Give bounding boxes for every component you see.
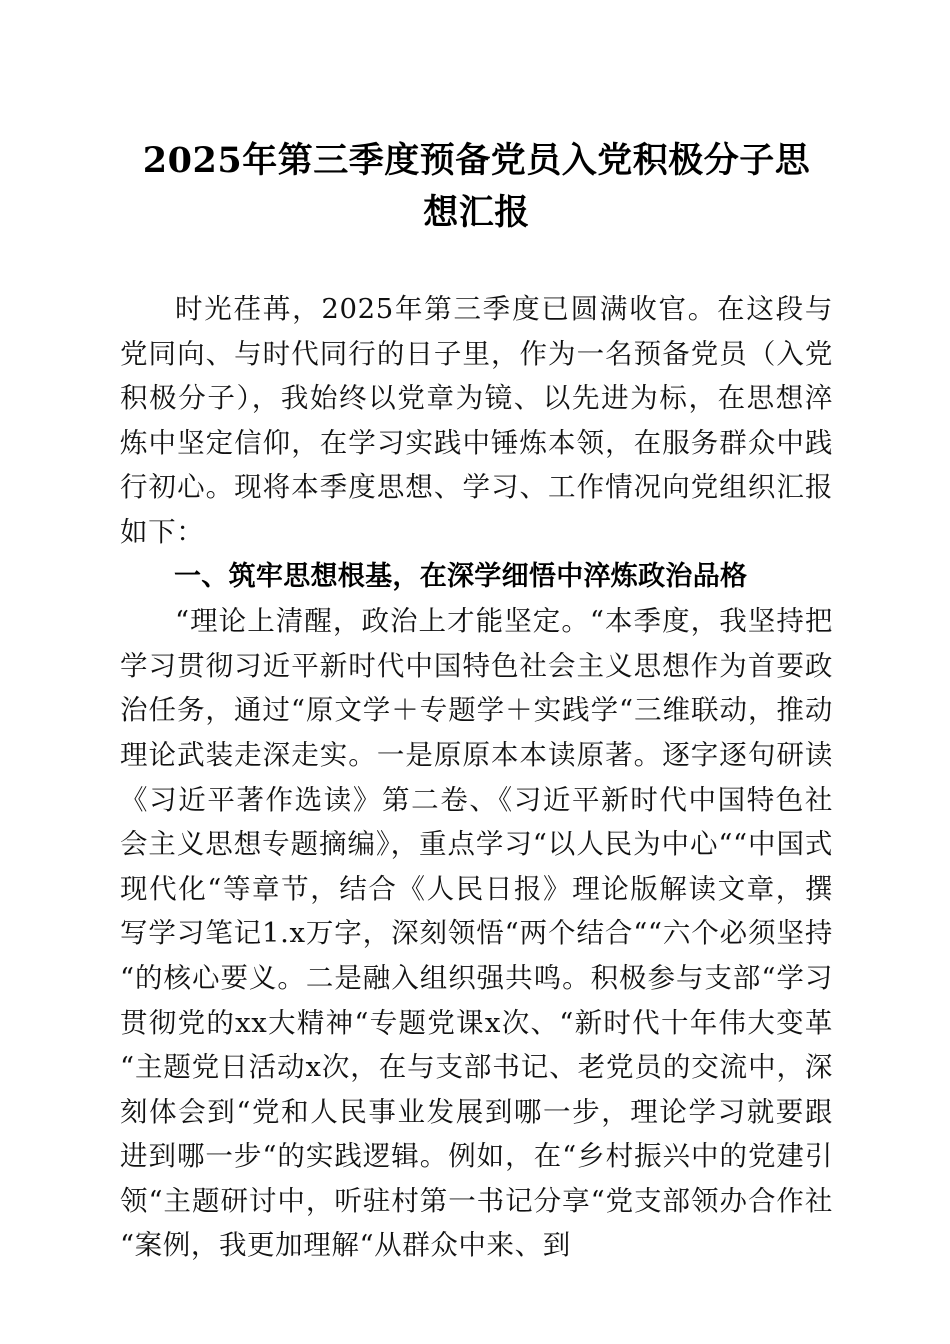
document-body bbox=[120, 287, 833, 1268]
section-heading-1: 一、筑牢思想根基，在深学细悟中淬炼政治品格 bbox=[174, 560, 748, 592]
title-spacer bbox=[120, 239, 833, 287]
page-title: 2025年第三季度预备党员入党积极分子思想汇报 bbox=[142, 140, 811, 233]
section-1-paragraph: “理论上清醒，政治上才能坚定。“本季度，我坚持把学习贯彻习近平新时代中国特色社会主义思想作为首要政治任务，通过“原文学＋专题学＋实践学“三维联动，推动理论武装走深走实。一是原原本本读原著。逐字逐句研读《习近平著作选读》第二卷、《习近平新时代中国特色社会主义思想专题摘编》，重点学习“以人民为中心““中国式现代化“等章节，结合《人民日报》理论版解读文章，撰写学习笔记1.x万字，深刻领悟“两个结合““六个必须坚持“的核心要义。二是融入组织强共鸣。积极参与支部“学习贯彻党的xx大精神“专题党课x次、“新时代十年伟大变革“主题党日活动x次，在与支部书记、老党员的交流中，深刻体会到“党和人民事业发展到哪一步，理论学习就要跟进到哪一步“的实践逻辑。例如，在“乡村振兴中的党建引领“主题研讨中，听驻村第一书记分享“党支部领办合作社“案例，我更加理解“从群众中来、到 bbox=[120, 605, 833, 1262]
intro-paragraph: 时光荏苒，2025年第三季度已圆满收官。在这段与党同向、与时代同行的日子里，作为一名预备党员（入党积极分子），我始终以党章为镜、以先进为标，在思想淬炼中坚定信仰，在学习实践中锤炼本领，在服务群众中践行初心。现将本季度思想、学习、工作情况向党组织汇报如下： bbox=[120, 293, 833, 548]
